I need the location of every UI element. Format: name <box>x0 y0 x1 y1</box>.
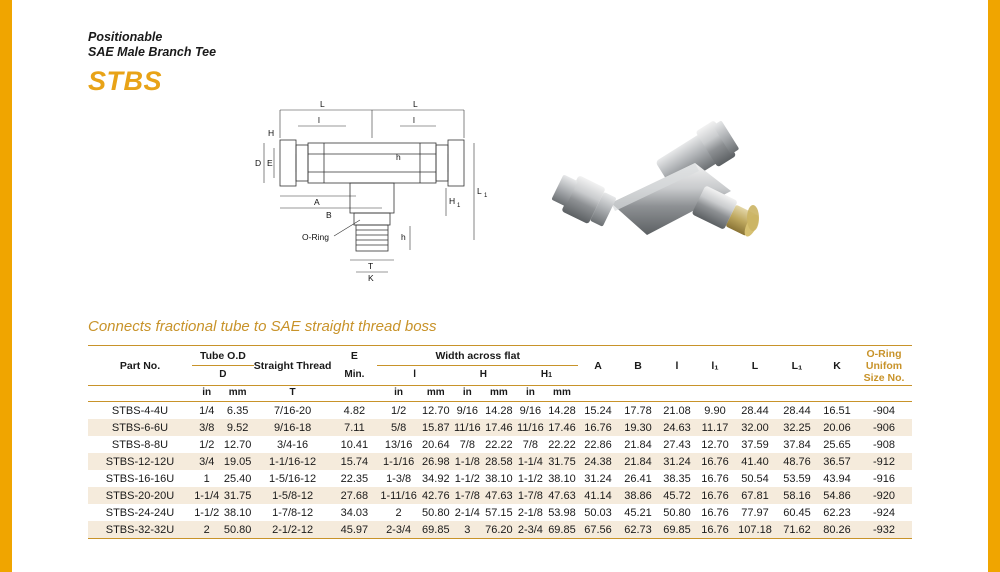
cell-H1-mm: 69.85 <box>548 523 576 536</box>
cell-H-mm: 28.58 <box>485 455 513 468</box>
cell-h-mm: 50.80 <box>422 506 450 519</box>
subheader-t: T <box>289 387 296 398</box>
cell-e: 7.11 <box>344 421 365 434</box>
cell-h-in: 1-3/8 <box>386 472 412 485</box>
cell-oring: -906 <box>872 421 896 434</box>
cell-K: 43.94 <box>823 472 851 485</box>
cell-H1-in: 1-1/4 <box>517 455 543 468</box>
cell-H-mm: 76.20 <box>485 523 513 536</box>
svg-text:l: l <box>413 115 415 125</box>
cell-H-in: 1-1/2 <box>454 472 480 485</box>
cell-t: 2-1/2-12 <box>272 523 314 536</box>
cell-L1: 53.59 <box>783 472 811 485</box>
svg-text:L: L <box>320 99 325 109</box>
cell-d-mm: 31.75 <box>223 489 252 502</box>
cell-H-in: 2-1/4 <box>454 506 480 519</box>
header-part-no: Part No. <box>119 360 161 372</box>
cell-part: STBS-8-8U <box>111 438 169 451</box>
cell-L: 50.54 <box>741 472 769 485</box>
cell-H1-in: 1-1/2 <box>517 472 543 485</box>
cell-h-in: 2 <box>395 506 402 519</box>
subheader-e-min: Min. <box>344 368 365 380</box>
cell-d-mm: 50.80 <box>223 523 252 536</box>
cell-H-in: 11/16 <box>453 421 481 434</box>
svg-text:T: T <box>368 261 374 271</box>
subheader-H1: H1 <box>540 369 552 380</box>
cell-H-in: 1-1/8 <box>454 455 480 468</box>
cell-d-mm: 38.10 <box>223 506 252 519</box>
cell-h-mm: 34.92 <box>422 472 450 485</box>
cell-b: 17.78 <box>624 404 652 417</box>
cell-h-mm: 26.98 <box>422 455 450 468</box>
right-edge-bar <box>988 0 1000 572</box>
svg-text:E: E <box>267 158 273 168</box>
cell-K: 36.57 <box>823 455 851 468</box>
cell-H1-mm: 22.22 <box>548 438 576 451</box>
cell-H1-in: 9/16 <box>519 404 542 417</box>
table-row <box>88 419 912 436</box>
svg-text:K: K <box>368 273 374 283</box>
cell-part: STBS-4-4U <box>111 404 169 417</box>
header-a: A <box>594 360 602 372</box>
header-oring-line1: O-Ring <box>866 348 902 360</box>
cell-H1-in: 2-1/8 <box>517 506 543 519</box>
cell-L: 77.97 <box>741 506 769 519</box>
cell-K: 20.06 <box>823 421 851 434</box>
cell-b: 45.21 <box>624 506 652 519</box>
cell-d-mm: 19.05 <box>223 455 252 468</box>
cell-L1: 48.76 <box>783 455 811 468</box>
cell-L: 67.81 <box>741 489 769 502</box>
technical-drawing <box>250 88 500 283</box>
cell-d-in: 3/4 <box>199 455 215 468</box>
cell-L1: 37.84 <box>783 438 811 451</box>
cell-d-in: 3/8 <box>199 421 215 434</box>
table-row <box>88 436 912 453</box>
cell-K: 16.51 <box>823 404 851 417</box>
cell-oring: -912 <box>872 455 896 468</box>
svg-text:l: l <box>318 115 320 125</box>
cell-H-in: 1-7/8 <box>454 489 480 502</box>
cell-L1: 58.16 <box>783 489 811 502</box>
cell-L: 107.18 <box>738 523 772 536</box>
cell-e: 34.03 <box>340 506 369 519</box>
cell-l: 38.35 <box>663 472 691 485</box>
svg-text:H: H <box>268 128 275 138</box>
cell-b: 19.30 <box>624 421 652 434</box>
cell-e: 15.74 <box>340 455 369 468</box>
cell-d-mm: 6.35 <box>226 404 249 417</box>
cell-H1-mm: 53.98 <box>548 506 576 519</box>
cell-oring: -908 <box>872 438 896 451</box>
subheader-blank <box>88 386 192 402</box>
cell-K: 25.65 <box>823 438 851 451</box>
cell-t: 3/4-16 <box>276 438 309 451</box>
spec-table-container <box>88 345 912 539</box>
header-oring-line2: Unifom <box>865 360 903 372</box>
cell-d-in: 1/2 <box>199 438 215 451</box>
cell-l1: 12.70 <box>701 438 729 451</box>
cell-H1-in: 7/8 <box>522 438 539 451</box>
cell-e: 45.97 <box>340 523 369 536</box>
cell-h-mm: 69.85 <box>422 523 450 536</box>
cell-e: 22.35 <box>340 472 369 485</box>
cell-part: STBS-12-12U <box>105 455 175 468</box>
cell-t: 7/16-20 <box>273 404 312 417</box>
cell-H1-mm: 17.46 <box>548 421 576 434</box>
cell-b: 21.84 <box>624 438 652 451</box>
cell-d-mm: 25.40 <box>223 472 252 485</box>
left-edge-bar <box>0 0 12 572</box>
cell-oring: -924 <box>872 506 896 519</box>
cell-d-in: 1-1/2 <box>194 506 220 519</box>
cell-H-in: 3 <box>464 523 471 536</box>
header-width-across-flat: Width across flat <box>377 346 578 366</box>
cell-H1-in: 2-3/4 <box>517 523 543 536</box>
cell-H-in: 9/16 <box>456 404 479 417</box>
header-straight-thread: Straight Thread <box>253 360 332 372</box>
cell-l: 50.80 <box>663 506 691 519</box>
cell-b: 21.84 <box>624 455 652 468</box>
table-row <box>88 504 912 521</box>
subheader-d-mm: mm <box>228 387 247 398</box>
cell-H1-in: 11/16 <box>517 421 544 434</box>
cell-a: 41.14 <box>584 489 612 502</box>
svg-text:h: h <box>396 152 401 162</box>
cell-l1: 16.76 <box>701 489 729 502</box>
svg-text:D: D <box>255 158 262 168</box>
cell-h-mm: 20.64 <box>422 438 450 451</box>
cell-h-mm: 42.76 <box>422 489 450 502</box>
svg-text:H: H <box>449 196 456 206</box>
cell-b: 62.73 <box>624 523 652 536</box>
cell-l: 27.43 <box>663 438 691 451</box>
cell-d-mm: 9.52 <box>226 421 249 434</box>
cell-d-in: 2 <box>203 523 210 536</box>
cell-l: 24.63 <box>663 421 691 434</box>
cell-L1: 71.62 <box>783 523 811 536</box>
cell-L: 37.59 <box>741 438 769 451</box>
cell-a: 16.76 <box>584 421 612 434</box>
cell-l: 69.85 <box>663 523 691 536</box>
cell-a: 22.86 <box>584 438 612 451</box>
svg-text:O-Ring: O-Ring <box>302 232 329 242</box>
cell-a: 24.38 <box>584 455 612 468</box>
svg-text:1: 1 <box>457 203 461 209</box>
subheader-H-in: in <box>462 387 472 398</box>
cell-H1-in: 1-7/8 <box>517 489 543 502</box>
cell-H1-mm: 38.10 <box>548 472 576 485</box>
cell-K: 54.86 <box>823 489 851 502</box>
subheader-d: D <box>219 369 227 380</box>
cell-H-mm: 14.28 <box>485 404 513 417</box>
cell-part: STBS-24-24U <box>105 506 175 519</box>
cell-h-in: 5/8 <box>390 421 407 434</box>
header-l1-small: l₁ <box>711 360 719 372</box>
cell-b: 26.41 <box>624 472 652 485</box>
svg-text:1: 1 <box>484 193 488 199</box>
subheader-H-mm: mm <box>489 387 508 398</box>
cell-H-mm: 57.15 <box>485 506 513 519</box>
cell-K: 80.26 <box>823 523 851 536</box>
header-oring <box>856 346 912 386</box>
cell-H-mm: 38.10 <box>485 472 513 485</box>
page-header <box>88 30 216 97</box>
cell-e: 4.82 <box>343 404 366 417</box>
cell-H1-mm: 14.28 <box>548 404 576 417</box>
table-row <box>88 521 912 539</box>
svg-text:A: A <box>314 197 320 207</box>
product-code: STBS <box>88 66 163 96</box>
subheader-H: H <box>479 369 487 380</box>
cell-H-mm: 47.63 <box>485 489 513 502</box>
cell-oring: -920 <box>872 489 896 502</box>
cell-L1: 28.44 <box>783 404 811 417</box>
cell-h-mm: 12.70 <box>422 404 450 417</box>
cell-l1: 9.90 <box>704 404 726 417</box>
cell-l: 21.08 <box>663 404 691 417</box>
cell-a: 15.24 <box>584 404 612 417</box>
cell-part: STBS-20-20U <box>105 489 175 502</box>
table-row <box>88 487 912 504</box>
header-l-small: l <box>675 360 679 372</box>
cell-d-in: 1 <box>203 472 210 485</box>
cell-L: 41.40 <box>741 455 769 468</box>
cell-a: 31.24 <box>584 472 612 485</box>
cell-a: 67.56 <box>584 523 612 536</box>
cell-e: 10.41 <box>340 438 369 451</box>
cell-d-in: 1/4 <box>199 404 215 417</box>
cell-t: 1-5/16-12 <box>269 472 317 485</box>
cell-part: STBS-6-6U <box>111 421 169 434</box>
product-subtitle-line2: SAE Male Branch Tee <box>88 45 217 59</box>
cell-l: 31.24 <box>663 455 691 468</box>
cell-L: 32.00 <box>741 421 769 434</box>
cell-H1-mm: 31.75 <box>548 455 576 468</box>
subheader-H1-in: in <box>525 387 535 398</box>
svg-text:h: h <box>401 232 406 242</box>
subheader-tail-blank <box>578 386 912 402</box>
cell-L1: 32.25 <box>783 421 811 434</box>
cell-part: STBS-32-32U <box>105 523 175 536</box>
product-subtitle-line1: Positionable <box>88 30 163 44</box>
table-row <box>88 470 912 487</box>
cell-L: 28.44 <box>741 404 769 417</box>
cell-h-in: 2-3/4 <box>386 523 412 536</box>
header-tube-od: Tube O.D <box>192 346 254 366</box>
subheader-h-mm: mm <box>426 387 445 398</box>
cell-a: 50.03 <box>584 506 612 519</box>
header-L: L <box>751 360 759 372</box>
subheader-H1-mm: mm <box>553 387 571 398</box>
cell-oring: -904 <box>872 404 896 417</box>
cell-h-in: 1/2 <box>390 404 407 417</box>
cell-l1: 16.76 <box>701 455 729 468</box>
header-e: E <box>350 350 358 363</box>
spec-table-body <box>88 402 912 539</box>
table-row <box>88 402 912 420</box>
cell-part: STBS-16-16U <box>105 472 175 485</box>
cell-oring: -932 <box>872 523 896 536</box>
spec-table <box>88 345 912 539</box>
cell-l1: 11.17 <box>701 421 729 434</box>
cell-oring: -916 <box>872 472 896 485</box>
subheader-h-in: in <box>394 387 404 398</box>
cell-h-in: 1-1/16 <box>383 455 415 468</box>
cell-b: 38.86 <box>624 489 652 502</box>
cell-H-in: 7/8 <box>459 438 475 451</box>
subheader-h: l <box>413 369 416 380</box>
cell-H-mm: 22.22 <box>485 438 513 451</box>
svg-text:L: L <box>477 186 482 196</box>
header-b: B <box>634 360 642 372</box>
cell-t: 1-7/8-12 <box>272 506 314 519</box>
cell-l1: 16.76 <box>701 472 729 485</box>
cell-t: 1-1/16-12 <box>269 455 317 468</box>
header-L1: L₁ <box>791 360 803 372</box>
header-oring-line3: Size No. <box>863 372 905 384</box>
cell-e: 27.68 <box>340 489 369 502</box>
cell-h-mm: 15.87 <box>422 421 450 434</box>
cell-t: 9/16-18 <box>273 421 312 434</box>
cell-d-mm: 12.70 <box>223 438 252 451</box>
subheader-d-in: in <box>202 387 212 398</box>
cell-L1: 60.45 <box>783 506 811 519</box>
svg-text:B: B <box>326 210 332 220</box>
cell-K: 62.23 <box>823 506 851 519</box>
cell-h-in: 13/16 <box>384 438 413 451</box>
product-photo <box>545 95 785 275</box>
svg-text:L: L <box>413 99 418 109</box>
cell-l: 45.72 <box>663 489 691 502</box>
cell-H1-mm: 47.63 <box>548 489 576 502</box>
cell-l1: 16.76 <box>701 506 729 519</box>
cell-l1: 16.76 <box>701 523 729 536</box>
header-K: K <box>833 360 841 372</box>
cell-d-in: 1-1/4 <box>194 489 220 502</box>
table-row <box>88 453 912 470</box>
section-caption: Connects fractional tube to SAE straight thread boss <box>88 318 437 335</box>
cell-t: 1-5/8-12 <box>272 489 314 502</box>
subheader-e-blank <box>331 386 377 402</box>
cell-h-in: 1-11/16 <box>380 489 417 502</box>
cell-H-mm: 17.46 <box>485 421 513 434</box>
